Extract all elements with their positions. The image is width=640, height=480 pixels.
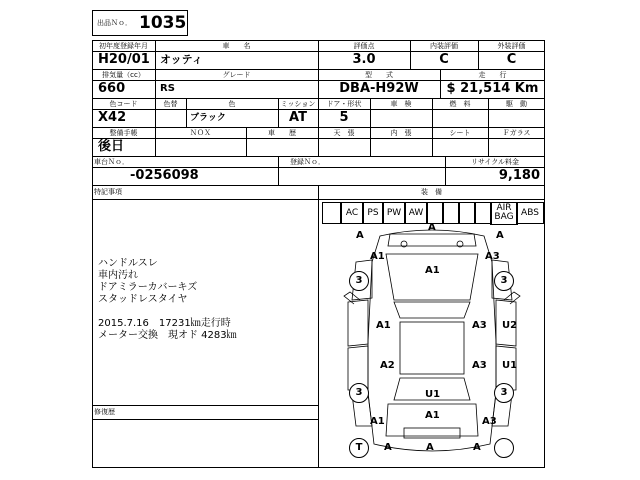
interior-grade: C <box>439 52 449 67</box>
mark-right-front-door-2: U2 <box>502 320 518 331</box>
equipment-ps: PS <box>362 202 384 224</box>
spare-tire: T <box>349 438 369 458</box>
exterior-label: 外装評価 <box>497 42 526 50</box>
mark-front-left: A <box>356 230 364 241</box>
chassis-number: -0256098 <box>130 168 199 183</box>
color-change-label: 色替 <box>163 100 178 108</box>
drive-label: 駆 動 <box>506 100 527 108</box>
glass-label: Ｆガラス <box>502 129 531 137</box>
evaluation-score: 3.0 <box>352 52 376 67</box>
spare-tire-right <box>494 438 514 458</box>
mark-rear-left: A <box>384 442 392 453</box>
mark-front-right: A <box>496 230 504 241</box>
manual-label: 整備手帳 <box>109 129 138 137</box>
notes-label: 特記事項 <box>94 188 122 196</box>
recycle-fee: 9,180 <box>498 168 540 183</box>
lot-box <box>92 10 188 36</box>
mark-rr-corner: A3 <box>482 416 497 427</box>
tire-front-right: 3 <box>494 271 514 291</box>
seat-label: シート <box>449 129 471 137</box>
nox-label: ＮＯＸ <box>190 129 211 137</box>
car-name: オッティ <box>160 53 203 66</box>
color-label: 色 <box>228 100 236 108</box>
mark-hood: A1 <box>425 265 440 276</box>
interior-label: 内装評価 <box>430 42 458 50</box>
chassis-label: 車台Ｎｏ． <box>94 158 129 166</box>
equipment-pw: PW <box>382 202 406 224</box>
mark-rear-glass: U1 <box>425 389 441 400</box>
notes-area <box>98 258 314 342</box>
inspection-label: 車 検 <box>390 100 412 108</box>
registration-label: 登録Ｎｏ． <box>290 158 325 166</box>
note-line: 車内汚れ <box>98 270 138 281</box>
lot-label: 出品Ｎｏ． <box>97 19 132 27</box>
equipment-label: 装 備 <box>421 188 442 196</box>
note-line <box>98 306 314 318</box>
car-diagram <box>320 222 544 466</box>
mark-right-rear-door-2: U1 <box>502 360 518 371</box>
lining-label: 内 張 <box>390 129 412 137</box>
displacement: 660 <box>98 81 126 96</box>
mark-fl-corner: A1 <box>370 251 385 262</box>
equipment-aw: AW <box>404 202 428 224</box>
equipment-blank <box>322 202 342 224</box>
doors-label: ドア・形状 <box>326 100 362 108</box>
mark-rl-corner: A1 <box>370 416 385 427</box>
exterior-grade: C <box>506 52 517 67</box>
color: ブラック <box>190 113 226 123</box>
grade-label: グレード <box>222 71 251 79</box>
tire-rear-right: 3 <box>494 383 514 403</box>
lot-number: 1035 <box>139 13 187 33</box>
color-code: X42 <box>98 110 127 125</box>
note-line: ドアミラーカバーキズ <box>98 282 198 293</box>
tire-rear-left: 3 <box>349 383 369 403</box>
mark-left-rear-door: A2 <box>380 360 395 371</box>
mark-front-top: A <box>428 222 436 233</box>
equipment-airbag: AIR BAG <box>490 202 518 225</box>
tire-front-left: 3 <box>349 271 369 291</box>
mark-right-rear-door: A3 <box>472 360 487 371</box>
mileage: $ 21,514 Km <box>446 81 539 96</box>
mission-label: ミッション <box>280 100 316 108</box>
year-label: 初年度登録年月 <box>99 42 148 50</box>
history-label: 車 歴 <box>268 129 296 137</box>
color-code-label: 色コード <box>109 100 138 108</box>
model-code: DBA-H92W <box>339 81 419 96</box>
cc-label: 排気量（cc） <box>102 71 145 79</box>
mark-rear-mid: A <box>426 442 434 453</box>
doors: 5 <box>339 110 349 125</box>
equipment-abs: ABS <box>516 202 544 224</box>
score-label: 評価点 <box>353 42 375 50</box>
fuel-label: 燃 料 <box>449 100 471 108</box>
maintenance-book: 後日 <box>98 139 125 154</box>
mark-fr-corner: A3 <box>485 251 500 262</box>
model-label: 型 式 <box>365 71 393 79</box>
first-registration: H20/01 <box>98 52 150 67</box>
mission: AT <box>289 110 307 125</box>
note-line: 2015.7.16 17231㎞走行時 <box>98 318 231 329</box>
note-line: スタッドレスタイヤ <box>98 294 188 305</box>
mark-right-front-door: A3 <box>472 320 487 331</box>
grade: RS <box>160 83 175 94</box>
mark-rear-right: A <box>473 442 481 453</box>
mileage-label: 走 行 <box>478 71 507 79</box>
repair-label: 修復歴 <box>94 408 115 416</box>
note-line: メーター交換 現オド 4283㎞ <box>98 330 237 341</box>
mark-left-front-door: A1 <box>376 320 391 331</box>
note-line: ハンドルスレ <box>98 258 158 269</box>
equipment-ac: AC <box>340 202 364 224</box>
roof-label: 天 張 <box>333 129 355 137</box>
recycle-label: リサイクル料金 <box>470 158 520 166</box>
car-name-label: 車 名 <box>222 42 251 50</box>
mark-trunk: A1 <box>425 410 440 421</box>
